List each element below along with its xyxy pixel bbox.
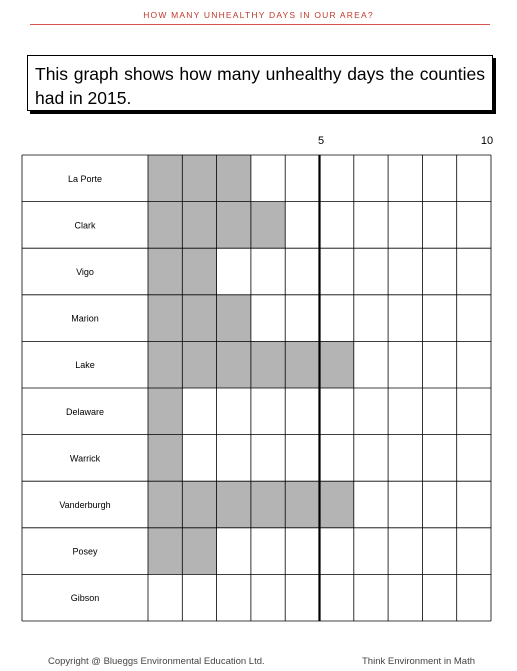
category-label: Gibson bbox=[70, 593, 100, 604]
page-header-title: HOW MANY UNHEALTHY DAYS IN OUR AREA? bbox=[143, 10, 374, 20]
category-label: Vanderburgh bbox=[59, 500, 111, 510]
intro-text: This graph shows how many unhealthy days the counties had in 2015. bbox=[35, 64, 485, 108]
category-label: Clark bbox=[74, 220, 96, 231]
bar-marion bbox=[148, 295, 251, 342]
x-tick-label: 10 bbox=[480, 135, 494, 147]
category-label: Vigo bbox=[76, 267, 94, 277]
category-label: La Porte bbox=[67, 173, 103, 184]
category-label: Lake bbox=[75, 360, 95, 371]
x-tick-label: 5 bbox=[317, 135, 325, 147]
category-label: Marion bbox=[71, 313, 99, 324]
category-label: Delaware bbox=[65, 406, 105, 417]
category-label: Warrick bbox=[69, 453, 101, 464]
footer-tagline: Think Environment in Math bbox=[362, 656, 475, 667]
bar-warrick bbox=[148, 435, 182, 482]
footer-copyright: Copyright @ Blueggs Environmental Education Ltd. bbox=[48, 656, 265, 667]
bar-delaware bbox=[148, 388, 182, 435]
category-label: Posey bbox=[72, 546, 98, 557]
bar-la-porte bbox=[148, 155, 251, 202]
